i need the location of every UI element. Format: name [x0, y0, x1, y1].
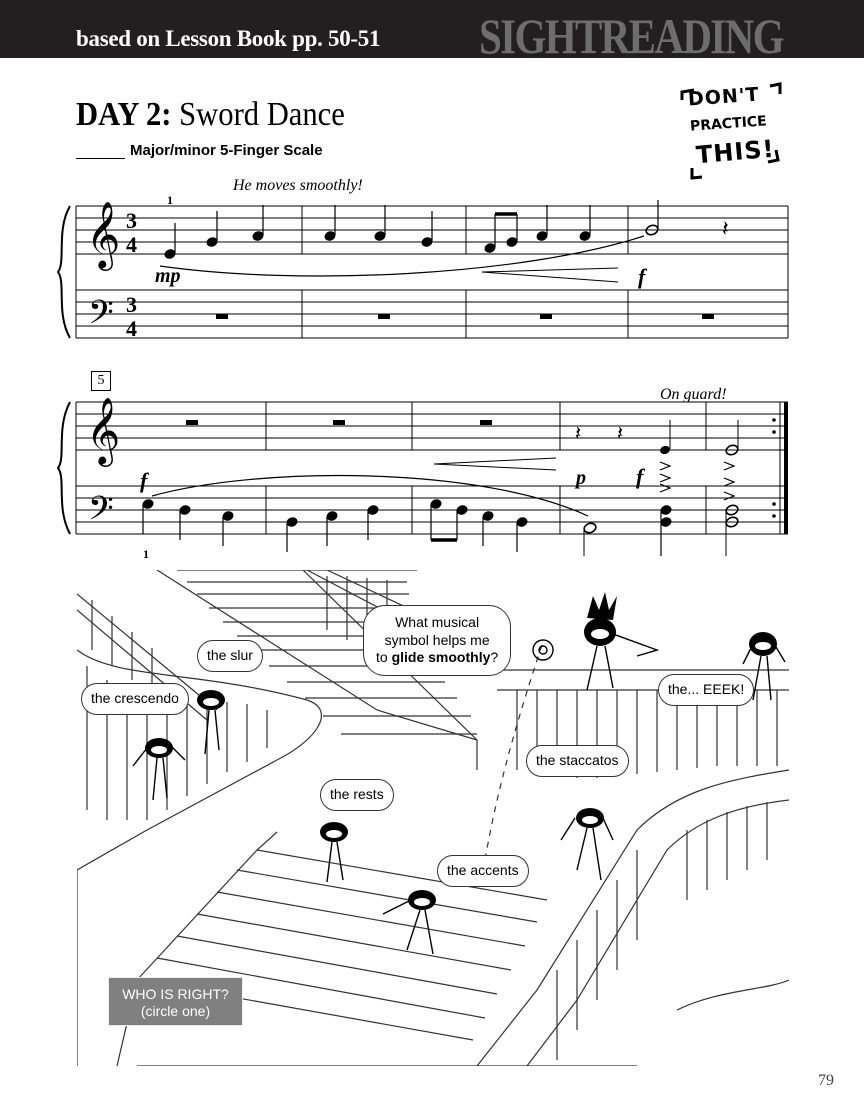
svg-text:𝄽: 𝄽: [722, 217, 729, 242]
badge-line-2: PRACTICE: [689, 113, 768, 135]
dynamic-mp: mp: [155, 265, 181, 287]
time-sig-top-bass: 3: [126, 292, 137, 317]
scale-blank-line: [76, 158, 125, 159]
answer-bubble-crescendo[interactable]: the crescendo: [81, 683, 189, 715]
dynamic-p: p: [576, 467, 586, 489]
time-sig-top: 3: [126, 208, 137, 233]
answer-bubble-rests[interactable]: the rests: [320, 779, 394, 811]
svg-text:𝄢: 𝄢: [88, 294, 114, 340]
day-label: DAY 2:: [76, 96, 172, 133]
badge-line-1: DON'T: [687, 83, 761, 111]
header-subtitle: based on Lesson Book pp. 50-51: [76, 26, 381, 51]
sheet-music: [0, 170, 864, 570]
measure-number: 5: [91, 371, 111, 391]
who-is-right-label: WHO IS RIGHT?: [122, 986, 229, 1002]
question-line-3: [376, 649, 498, 667]
header-bar: [0, 0, 864, 64]
question-line-2: symbol helps me: [384, 631, 490, 648]
answer-bubble-eeek[interactable]: the... EEEK!: [658, 674, 754, 706]
time-sig-bottom-bass: 4: [126, 316, 137, 341]
answer-bubble-accents[interactable]: the accents: [437, 855, 529, 887]
header-title: SIGHTREADING: [479, 8, 783, 64]
dynamic-f-1: f: [638, 264, 646, 289]
page-title: [76, 98, 345, 132]
dynamic-f-2: f: [140, 468, 148, 493]
svg-text:𝄢: 𝄢: [88, 490, 114, 536]
time-sig-bottom: 4: [126, 232, 137, 257]
question-line-3-post: ?: [490, 649, 499, 665]
svg-text:𝄞: 𝄞: [86, 200, 121, 268]
finger-number-2: 1: [143, 547, 149, 561]
finger-number-1: 1: [167, 193, 173, 207]
svg-text:𝄽: 𝄽: [575, 421, 582, 445]
piece-title: Sword Dance: [179, 96, 345, 133]
answer-bubble-staccatos[interactable]: the staccatos: [526, 745, 629, 777]
question-line-1: What musical: [395, 614, 480, 630]
svg-text:𝄽: 𝄽: [617, 421, 624, 445]
dynamic-f-3: f: [636, 464, 644, 489]
scale-label: Major/minor 5-Finger Scale: [130, 142, 323, 159]
circle-one-label: (circle one): [140, 1002, 211, 1019]
badge-line-3: THIS!: [694, 134, 776, 170]
expression-on-guard: On guard!: [660, 386, 727, 403]
question-bold-text: glide smoothly: [391, 649, 491, 665]
question-bubble: [363, 605, 511, 676]
expression-he-moves-smoothly: He moves smoothly!: [233, 177, 363, 194]
answer-bubble-slur[interactable]: the slur: [197, 640, 263, 672]
svg-text:𝄞: 𝄞: [86, 396, 121, 464]
question-line-3-pre: to: [376, 649, 392, 665]
page-number: 79: [818, 1072, 834, 1089]
who-is-right-box: [108, 977, 243, 1026]
